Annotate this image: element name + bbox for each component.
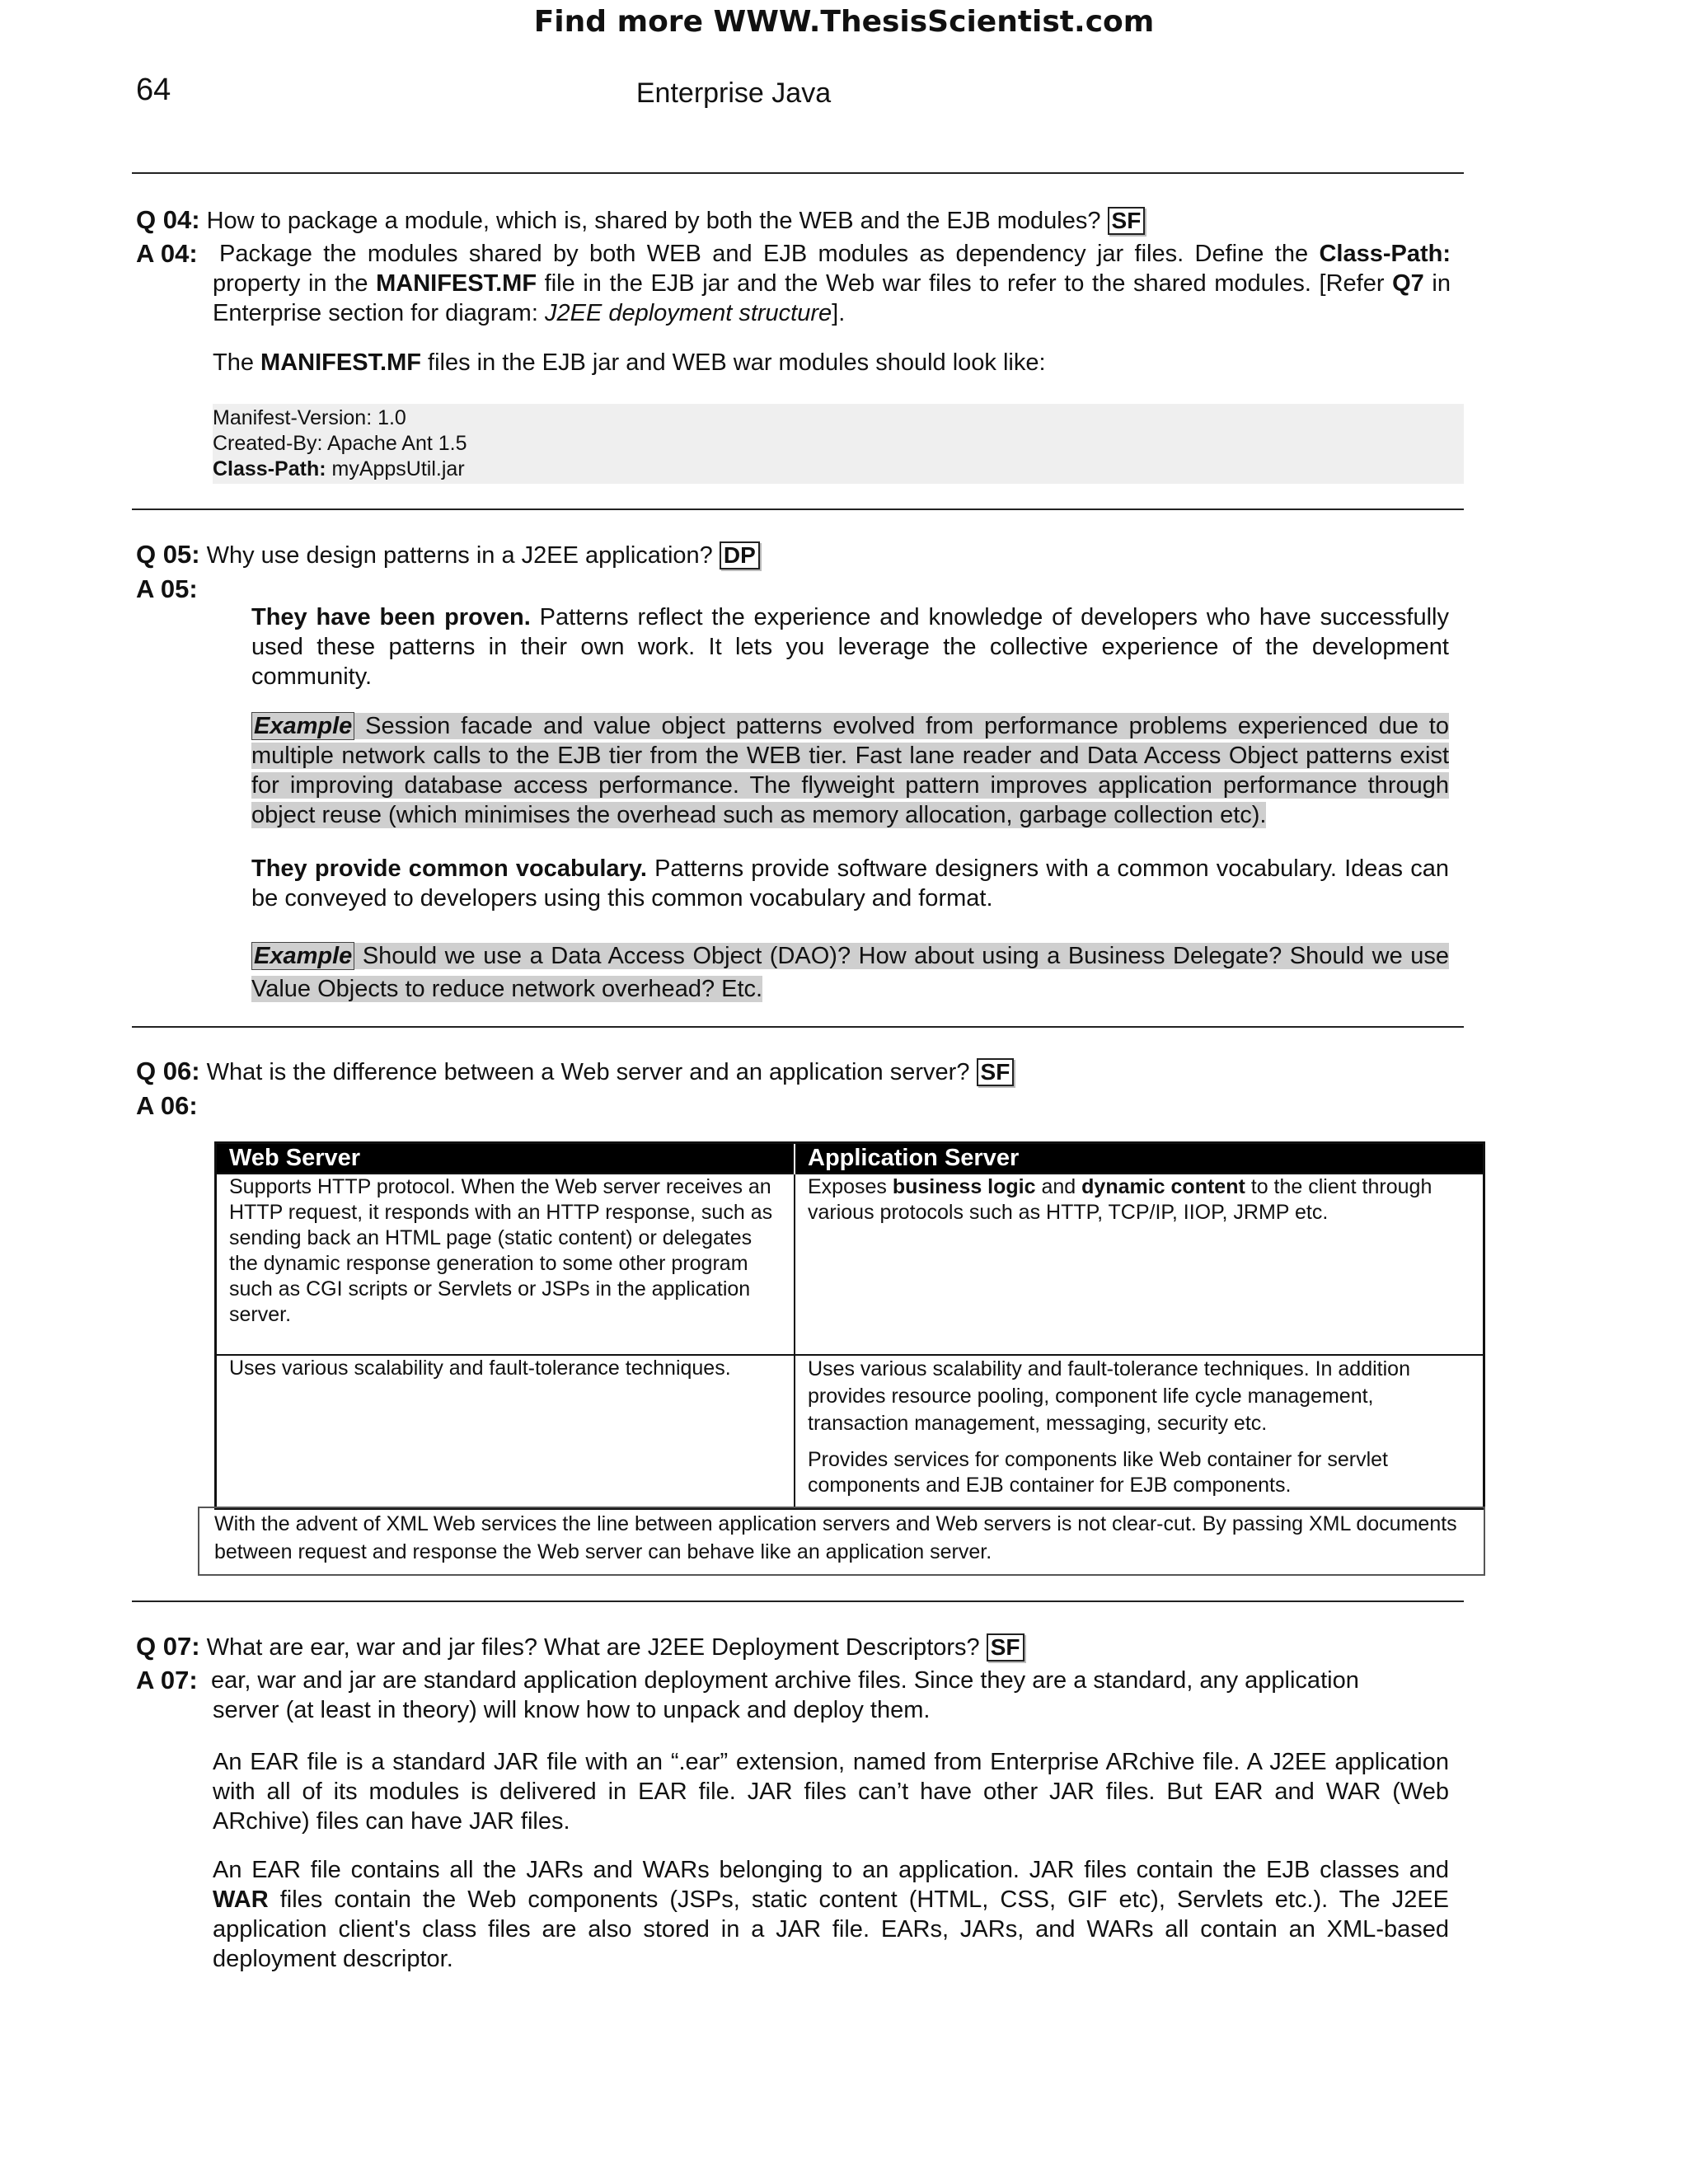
- column-header-web-server: Web Server: [216, 1143, 795, 1174]
- page-number: 64: [136, 73, 171, 107]
- q04-question: [136, 205, 1471, 236]
- q05-vocabulary-paragraph: They provide common vocabulary. Patterns provide software designers with a common vocabulary. Ideas can be conveyed to developers using this common vocabulary and format.: [251, 855, 1449, 912]
- manifest-code-block: [213, 404, 1464, 484]
- header-rule: [132, 172, 1464, 174]
- column-header-application-server: Application Server: [795, 1143, 1484, 1174]
- q04-answer: Package the modules shared by both WEB and EJB modules as dependency jar files. Define the Class-Path: property in the MANIFEST.MF file in the EJB jar and the Web war files to refer to the shared modules. [Refer Q7 in Enterprise section for diagram: J2EE deployment structure].: [213, 241, 1451, 326]
- q06-tag-badge: SF: [977, 1058, 1015, 1086]
- table-cell: Exposes business logic and dynamic content to the client through various protocols such as HTTP, TCP/IP, IIOP, JRMP etc.: [795, 1174, 1484, 1355]
- table-cell: Uses various scalability and fault-tolerance techniques.: [216, 1355, 795, 1508]
- table-row: [216, 1355, 1484, 1508]
- example-label: Example: [251, 942, 354, 970]
- q07-answer-label: A 07:: [136, 1666, 198, 1694]
- q07-label: Q 07:: [136, 1632, 200, 1661]
- section-rule: [132, 1026, 1464, 1028]
- q04-answer-label: A 04:: [136, 239, 198, 268]
- section-rule: [132, 1601, 1464, 1602]
- q06-answer-label: A 06:: [136, 1091, 198, 1120]
- xml-web-services-note: With the advent of XML Web services the line between application servers and Web servers is not clear-cut. By passing XML documents between request and response the Web server can behave like an application server.: [198, 1507, 1485, 1576]
- q05-answer-label: A 05:: [136, 574, 198, 603]
- table-cell: Uses various scalability and fault-tolerance techniques. In addition provides resource pooling, component life cycle management, transaction management, messaging, security etc. Provides services for components like Web container for servlet components and EJB container for EJB components.: [795, 1355, 1484, 1508]
- source-banner: Find more WWW.ThesisScientist.com: [533, 5, 1155, 39]
- q06-question: [136, 1057, 1471, 1087]
- q05-label: Q 05:: [136, 540, 200, 569]
- server-comparison-table: [214, 1141, 1485, 1510]
- table-header-row: [216, 1143, 1484, 1174]
- q07-ear-paragraph: An EAR file is a standard JAR file with an “.ear” extension, named from Enterprise ARchive file. A J2EE application with all of its modules is delivered in EAR file. JAR files can’t have other JAR files. But EAR and WAR (Web ARchive) files can have JAR files.: [213, 1749, 1449, 1835]
- q04-manifest-intro: The MANIFEST.MF files in the EJB jar and WEB war modules should look like:: [213, 349, 1046, 376]
- q05-tag-badge: DP: [720, 541, 760, 569]
- q06-label: Q 06:: [136, 1057, 200, 1085]
- q05-question: [136, 540, 1471, 570]
- q04-label: Q 04:: [136, 205, 200, 234]
- table-row: [216, 1174, 1484, 1355]
- section-rule: [132, 509, 1464, 510]
- q07-tag-badge: SF: [987, 1633, 1025, 1661]
- running-title: Enterprise Java: [635, 77, 832, 109]
- example-label: Example: [251, 712, 354, 740]
- q04-question-text: How to package a module, which is, shared by both the WEB and the EJB modules?: [206, 208, 1101, 234]
- q07-question-text: What are ear, war and jar files? What are J2EE Deployment Descriptors?: [206, 1634, 980, 1661]
- q07-answer-intro: ear, war and jar are standard application deployment archive files. Since they are a standard, any application server (at least in theory) will know how to unpack and deploy them.: [211, 1667, 1359, 1723]
- code-line: Class-Path: myAppsUtil.jar: [213, 457, 465, 480]
- q05-question-text: Why use design patterns in a J2EE application?: [206, 542, 713, 569]
- table-cell: Supports HTTP protocol. When the Web server receives an HTTP request, it responds with an HTTP response, such as sending back an HTML page (static content) or delegates the dynamic response generation to some other program such as CGI scripts or Servlets or JSPs in the application server.: [216, 1174, 795, 1355]
- q07-archive-contents-paragraph: An EAR file contains all the JARs and WARs belonging to an application. JAR files contain the EJB classes and WAR files contain the Web components (JSPs, static content (HTML, CSS, GIF etc), Servlets etc.). The J2EE application client's class files are also stored in a JAR file. EARs, JARs, and WARs all contain an XML-based deployment descriptor.: [213, 1857, 1450, 1972]
- q04-tag-badge: SF: [1108, 207, 1146, 235]
- q05-proven-paragraph: They have been proven. Patterns reflect the experience and knowledge of developers who have successfully used these patterns in their own work. It lets you leverage the collective experience of the development community.: [251, 604, 1449, 690]
- code-line: Manifest-Version: 1.0: [213, 406, 406, 429]
- q06-question-text: What is the difference between a Web server and an application server?: [206, 1059, 970, 1085]
- code-line: Created-By: Apache Ant 1.5: [213, 432, 467, 455]
- q07-question: [136, 1632, 1471, 1662]
- q05-example-1: Example Session facade and value object patterns evolved from performance problems experienced due to multiple network calls to the EJB tier from the WEB tier. Fast lane reader and Data Access Object patterns exist for improving database access performance. The flyweight pattern improves application performance through object reuse (which minimises the overhead such as memory allocation, garbage collection etc).: [251, 713, 1449, 828]
- q05-example-2: Example Should we use a Data Access Object (DAO)? How about using a Business Delegate? Should we use Value Objects to reduce network overhead? Etc.: [251, 943, 1449, 1002]
